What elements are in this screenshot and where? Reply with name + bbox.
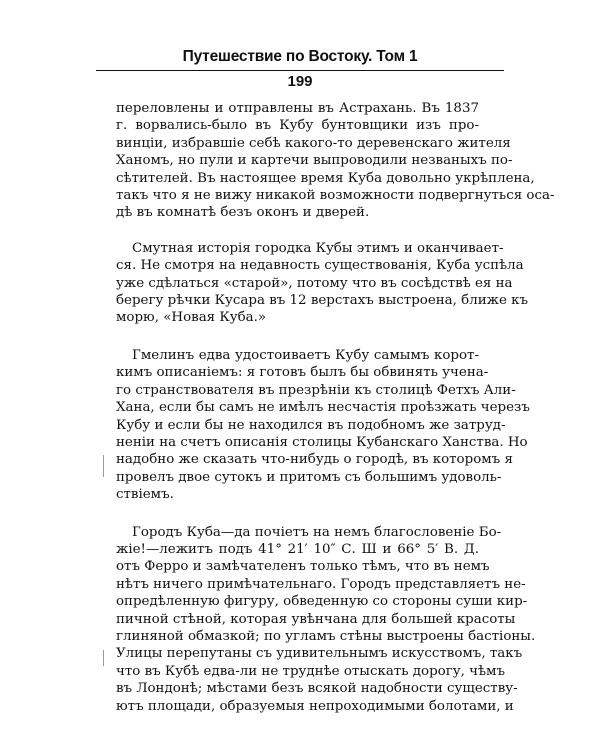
text-line: Гмелинъ едва удостоиваетъ Кубу самымъ корот- [132, 347, 479, 363]
paragraph [116, 524, 536, 715]
text-line: ся. Не смотря на недавность существованія, Куба успѣла [116, 258, 524, 274]
paragraph [116, 240, 529, 327]
scan-artifact [103, 650, 104, 666]
paragraph [116, 347, 530, 504]
scan-artifact [103, 455, 104, 477]
text-line: берегу рѣчки Кусара въ 12 верстахъ выстроена, ближе къ [116, 293, 529, 309]
text-line: кимъ описаніемъ: я готовъ былъ бы обвинять учена- [116, 365, 489, 381]
header-rule [96, 70, 504, 71]
paragraph [116, 100, 555, 222]
text-line: уже сдѣлаться «старой», потому что въ сосѣдствѣ ея на [116, 275, 513, 291]
text-line: г. ворвались-было въ Кубу бунтовщики изъ про- [116, 118, 479, 134]
text-line: Ханомъ, но пули и картечи выпроводили незваныхъ по- [116, 153, 513, 169]
text-line: ютъ площади, образуемыя непроходимыми болотами, и [116, 698, 514, 714]
paragraph-gap [116, 222, 479, 240]
text-line: Смутная исторія городка Кубы этимъ и оканчивает- [132, 240, 504, 256]
text-line: неніи на счетъ описанія столицы Кубанскаго Ханства. Но [116, 434, 528, 450]
text-line: сѣтителей. Въ настоящее время Куба довольно укрѣплена, [116, 170, 535, 186]
text-line: такъ что я не вижу никакой возможности подвергнуться оса- [116, 188, 555, 204]
paragraph-gap [116, 504, 479, 524]
text-line: морю, «Новая Куба.» [116, 310, 267, 326]
text-line: отъ Ферро и замѣчателенъ только тѣмъ, что въ немъ [116, 559, 490, 575]
text-line: го странствователя въ презрѣніи къ столицѣ Фетхъ Али- [116, 382, 516, 398]
text-line: глиняной обмазкой; по угламъ стѣны выстроены бастіоны. [116, 628, 536, 644]
text-line: винціи, избравшіе себѣ какого-то деревенскаго жителя [116, 135, 511, 151]
text-line: надобно же сказать что-нибудь о городѣ, въ которомъ я [116, 452, 513, 468]
text-line: пичной стѣной, которая увѣнчана для большей красоты [116, 611, 516, 627]
text-line: дѣ въ комнатѣ безъ оконъ и дверей. [116, 205, 370, 221]
text-line: переловлены и отправлены въ Астрахань. Въ 1837 [116, 101, 479, 116]
text-line: провелъ двое сутокъ и притомъ съ большимъ удоволь- [116, 469, 502, 485]
text-line: ствіемъ. [116, 487, 174, 503]
body-text [116, 100, 555, 715]
text-line: что въ Кубѣ едва-ли не труднѣе отыскать дорогу, чѣмъ [116, 663, 505, 679]
text-line: Кубу и если бы не находился въ подобномъ же затруд- [116, 417, 506, 433]
paragraph-gap [116, 327, 479, 347]
text-line: Улицы перепутаны съ удивительнымъ искусствомъ, такъ [116, 646, 523, 662]
text-line: въ Лондонѣ; мѣстами безъ всякой надобности существу- [116, 681, 518, 697]
text-line: жіе!—лежитъ подъ 41° 21′ 10″ С. Ш и 66° 5′ В. Д. [116, 541, 479, 557]
page-number: 199 [287, 73, 313, 90]
text-line: Городъ Куба—да почіетъ на немъ благословеніе Бо- [132, 524, 502, 540]
text-line: опредѣленную фигуру, обведенную со стороны суши кир- [116, 594, 528, 610]
book-title: Путешествие по Востоку. Том 1 [182, 48, 418, 65]
text-line: нѣтъ ничего примѣчательнаго. Городъ представляетъ не- [116, 576, 526, 592]
text-line: Хана, если бы самъ не имѣлъ несчастія проѣзжать черезъ [116, 400, 530, 416]
